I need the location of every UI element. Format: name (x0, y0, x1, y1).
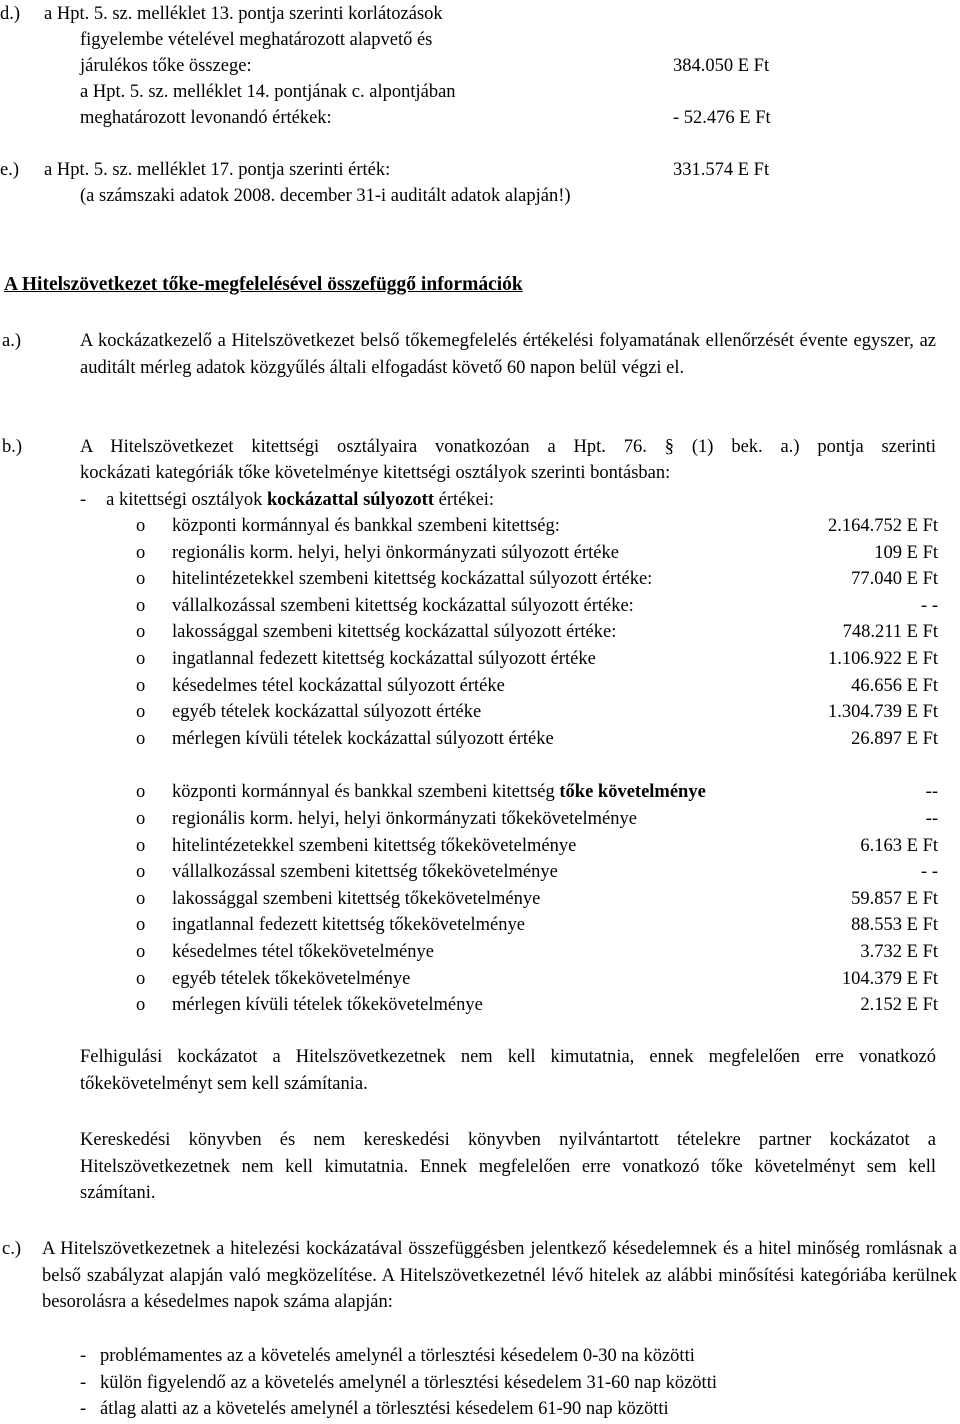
section-d-line1: a Hpt. 5. sz. melléklet 13. pontja szerinti korlátozások (44, 4, 443, 24)
dash-marker: - (80, 490, 87, 510)
req-item (136, 939, 938, 965)
weighted-item-value: 26.897 E Ft (851, 728, 938, 749)
bullet-marker: o (136, 968, 146, 989)
bullet-marker: o (136, 915, 146, 936)
req-item-label: egyéb tételek tőkekövetelménye (172, 968, 411, 989)
section-d-line4: a Hpt. 5. sz. melléklet 14. pontjának c. alpontjában (80, 82, 456, 102)
para-kereskedesi: Kereskedési könyvben és nem kereskedési könyvben nyilvántartott tételekre partner kockázatot a Hitelszövetkezetnek nem kell kimutatnia. Ennek megfelelően erre vonatkozó tőke követelményt sem kell számítani. (80, 1130, 936, 1203)
bullet-marker: o (136, 595, 146, 616)
section-heading: A Hitelszövetkezet tőke-megfelelésével összefüggő információk (4, 274, 523, 295)
weighted-item (136, 673, 938, 699)
req-item-label: hitelintézetekkel szembeni kitettség tőkekövetelménye (172, 835, 577, 856)
para-b-line3-bold: kockázattal súlyozott (266, 490, 434, 510)
category-item-text: külön figyelendő az a követelés amelynél a törlesztési késedelem 31-60 nap közötti (100, 1372, 717, 1393)
weighted-item-label: ingatlannal fedezett kitettség kockázattal súlyozott értéke (172, 649, 596, 669)
section-d-line5: meghatározott levonandó értékek: (80, 108, 332, 128)
bullet-marker: o (136, 649, 146, 669)
req-item-first-label-bold: tőke követelménye (559, 782, 706, 802)
weighted-item (136, 726, 938, 752)
req-item (136, 859, 938, 885)
weighted-item (136, 619, 938, 645)
section-d-value2: - 52.476 E Ft (673, 108, 771, 128)
req-item (136, 966, 938, 992)
weighted-item-value: 46.656 E Ft (851, 675, 938, 696)
dash-marker: - (80, 1372, 87, 1393)
section-e-value: 331.574 E Ft (673, 160, 770, 180)
req-item (136, 992, 938, 1018)
para-b-line3-post: értékei: (433, 490, 495, 510)
weighted-item (136, 699, 938, 725)
para-c-label: c.) (2, 1239, 21, 1259)
req-item-label: késedelmes tétel tőkekövetelménye (172, 942, 434, 962)
weighted-item-value: 77.040 E Ft (851, 569, 938, 590)
para-a-label: a.) (2, 331, 21, 351)
req-item-label: lakossággal szembeni kitettség tőkekövetelménye (172, 888, 541, 909)
bullet-marker: o (136, 675, 146, 696)
req-item-value: 88.553 E Ft (851, 915, 938, 936)
section-d-line2: figyelembe vételével meghatározott alapvető és (80, 30, 433, 50)
para-b-line2: kockázati kategóriák tőke követelménye kitettségi osztályok szerinti bontásban: (80, 463, 671, 483)
weighted-item-value: 1.304.739 E Ft (828, 702, 938, 723)
req-item-label: regionális korm. helyi, helyi önkormányzati tőkekövetelménye (172, 809, 637, 829)
weighted-item-value: 2.164.752 E Ft (828, 516, 938, 536)
weighted-item-label: regionális korm. helyi, helyi önkormányzati súlyozott értéke (172, 542, 619, 563)
weighted-item (136, 566, 938, 592)
category-item (80, 1343, 695, 1369)
para-a-text: A kockázatkezelő a Hitelszövetkezet belső tőkemegfelelés értékelési folyamatának ellenőrzését évente egyszer, az auditált mérleg adatok közgyűlés általi elfogadást követő 60 napon belül végzi el. (80, 331, 936, 378)
bullet-marker: o (136, 835, 146, 856)
weighted-item-label: mérlegen kívüli tételek kockázattal súlyozott értéke (172, 728, 554, 749)
section-e-label: e.) (0, 160, 19, 180)
bullet-marker: o (136, 569, 146, 590)
req-item (136, 806, 938, 832)
section-d-line3: járulékos tőke összege: (80, 56, 252, 76)
req-item-value: 104.379 E Ft (841, 968, 938, 989)
category-item-text: problémamentes az a követelés amelynél a törlesztési késedelem 0-30 na közötti (100, 1346, 695, 1366)
weighted-item-label: központi kormánnyal és bankkal szembeni kitettség: (172, 516, 560, 536)
category-item (80, 1396, 669, 1422)
req-item-label: ingatlannal fedezett kitettség tőkekövetelménye (172, 915, 525, 936)
weighted-item-label: lakossággal szembeni kitettség kockázattal súlyozott értéke: (172, 622, 617, 643)
req-item-first-label-pre: központi kormánnyal és bankkal szembeni kitettség (172, 782, 560, 802)
weighted-item-label: vállalkozással szembeni kitettség kockázattal súlyozott értéke: (172, 595, 634, 616)
category-item-text: átlag alatti az a követelés amelynél a törlesztési késedelem 61-90 nap közötti (100, 1399, 669, 1419)
bullet-marker: o (136, 542, 146, 563)
req-item-first-label (172, 779, 706, 805)
weighted-item-label: késedelmes tétel kockázattal súlyozott értéke (172, 675, 505, 696)
req-item-label: vállalkozással szembeni kitettség tőkekövetelménye (172, 862, 558, 883)
bullet-marker: o (136, 809, 146, 829)
bullet-marker: o (136, 622, 146, 643)
weighted-item-value: 1.106.922 E Ft (828, 649, 938, 669)
dash-marker: - (80, 1346, 87, 1366)
req-item-value: 6.163 E Ft (860, 835, 938, 856)
bullet-marker: o (136, 702, 146, 723)
dash-marker: - (80, 1399, 87, 1419)
bullet-marker: o (136, 888, 146, 909)
weighted-item (136, 540, 938, 566)
req-item-first-value: -- (925, 782, 938, 802)
section-e-line1: a Hpt. 5. sz. melléklet 17. pontja szerinti érték: (44, 160, 391, 180)
req-item (136, 833, 938, 859)
req-item-value: - - (921, 862, 938, 883)
section-d-label: d.) (0, 4, 21, 24)
bullet-marker: o (136, 942, 146, 962)
req-item (136, 912, 938, 938)
bullet-marker: o (136, 782, 146, 802)
para-c-text: A Hitelszövetkezetnek a hitelezési kockázatával összefüggésben jelentkező késedelemnek és a hitel minőség romlásnak a belső szabályzat alapján való megközelítése. A Hitelszövetkezetnél lévő hitelek az alábbi minősítési kategóriába kerülnek besorolásra a késedelmes napok száma alapján: (42, 1239, 957, 1312)
req-item-label: mérlegen kívüli tételek tőkekövetelménye (172, 995, 483, 1016)
req-item-value: 3.732 E Ft (860, 942, 938, 962)
weighted-item-value: - - (921, 595, 938, 616)
weighted-item (136, 646, 938, 672)
req-item-value: 2.152 E Ft (860, 995, 938, 1016)
para-b-label: b.) (2, 437, 23, 457)
weighted-item-value: 109 E Ft (874, 542, 938, 563)
para-b-line3-pre: a kitettségi osztályok (106, 490, 267, 510)
section-e-line2: (a számszaki adatok 2008. december 31-i auditált adatok alapján!) (80, 186, 571, 206)
section-d-value1: 384.050 E Ft (673, 56, 770, 76)
weighted-item-value: 748.211 E Ft (842, 622, 938, 643)
bullet-marker: o (136, 516, 146, 536)
para-b-line1: A Hitelszövetkezet kitettségi osztályaira vonatkozóan a Hpt. 76. § (1) bek. a.) pontja szerinti (80, 437, 936, 457)
bullet-marker: o (136, 862, 146, 883)
req-item-first (136, 779, 938, 805)
category-item (80, 1370, 717, 1396)
weighted-item (136, 513, 938, 539)
weighted-item-label: hitelintézetekkel szembeni kitettség kockázattal súlyozott értéke: (172, 569, 653, 590)
req-item-value: 59.857 E Ft (851, 888, 938, 909)
weighted-item-label: egyéb tételek kockázattal súlyozott értéke (172, 702, 482, 723)
req-item-value: -- (925, 809, 938, 829)
bullet-marker: o (136, 728, 146, 749)
req-item (136, 886, 938, 912)
bullet-marker: o (136, 995, 146, 1016)
weighted-item (136, 593, 938, 619)
para-b-line3 (80, 487, 494, 513)
para-felhigulasi: Felhigulási kockázatot a Hitelszövetkezetnek nem kell kimutatnia, ennek megfelelően erre vonatkozó tőkekövetelményt sem kell számítania. (80, 1047, 936, 1094)
